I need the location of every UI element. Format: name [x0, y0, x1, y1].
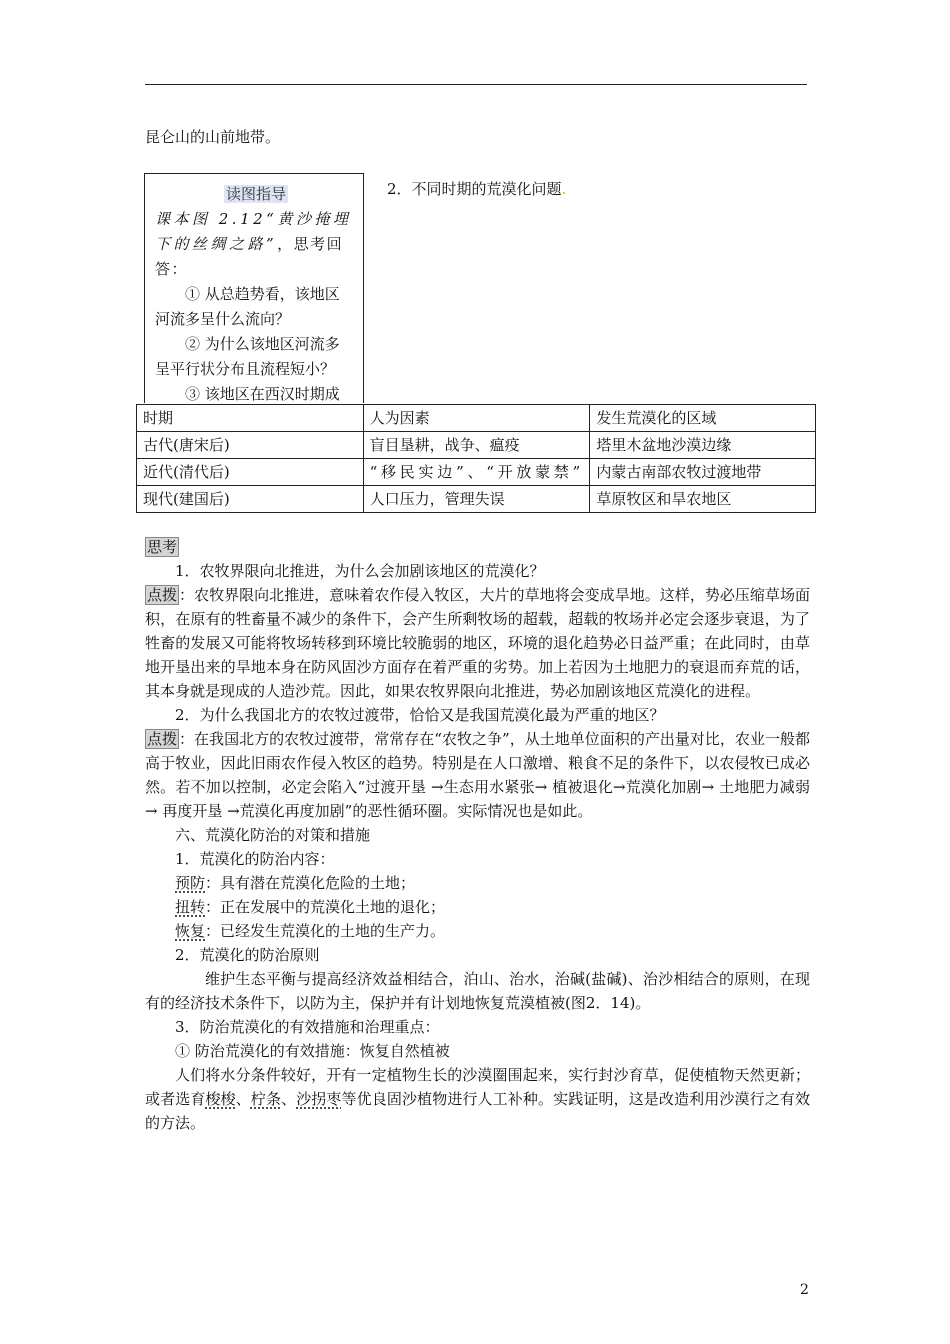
table-cell: 现代(建国后): [137, 486, 364, 513]
think-label: 思考: [147, 538, 178, 556]
header-rule: [145, 84, 807, 85]
hint-2: 点拨 ：在我国北方的农牧过渡带，常常存在“农牧之争”，从土地单位面积的产出量对比，农业一般都高于牧业，因此旧雨农作侵入牧区的趋势。特别是在人口激增、粮食不足的条件下，以农侵牧已成必然。若不加以控制，必定会陷入“过渡开垦 →生态用水紧张→ 植被退化→荒漠化加剧→ 土地肥力减弱→ 再度开垦 →荒漠化再度加剧”的恶性循环圈。实际情况也是如此。: [145, 730, 810, 820]
table-cell: 塔里木盆地沙漠边缘: [590, 432, 816, 459]
hint-label: 点拨: [147, 586, 178, 604]
reading-guide-box: [144, 173, 364, 403]
table-cell: “移民实边”、“开放蒙禁”: [363, 459, 590, 486]
table-cell: 古代(唐宋后): [137, 432, 364, 459]
measure-text: 人们将水分条件较好，开有一定植物生长的沙漠圈围起来，实行封沙育草，促使植物天然更新；或者选育梭梭、柠条、沙拐枣等优良固沙植物进行人工补种。实践证明，这是改造利用沙漠行之有效的方法。: [145, 1066, 810, 1132]
table-cell: 人口压力，管理失误: [363, 486, 590, 513]
desertification-era-table: [136, 404, 816, 513]
intro-line: 昆仑山的山前地带。: [145, 128, 281, 146]
guide-q1b: 河流多呈什么流向？: [155, 310, 291, 328]
restore-line: 恢复：已经发生荒漠化的土地的生产力。: [175, 922, 446, 940]
section2-title: 2．不同时期的荒漠化问题.: [387, 180, 567, 198]
think-section: [145, 535, 810, 1135]
table-header-cell: 时期: [137, 405, 364, 432]
hint-label: 点拨: [147, 730, 178, 748]
page-number: 2: [800, 1282, 809, 1298]
table-header-cell: 人为因素: [363, 405, 590, 432]
prevent-line: 预防：具有潜在荒漠化危险的土地；: [175, 874, 416, 892]
hint-1: 点拨 ：农牧界限向北推进，意味着农作侵入牧区，大片的草地将会变成旱地。这样，势必压缩草场面积，在原有的牲畜量不减少的条件下，会产生所剩牧场的超载，超载的牧场并必定会逐步衰退，为了牲畜的发展又可能将牧场转移到环境比较脆弱的地区，环境的退化趋势必日益严重；在此同时，由草地开垦出来的旱地本身在防风固沙方面存在着严重的劣势。加上若因为土地肥力的衰退而弃荒的话，其本身就是现成的人造沙荒。因此，如果农牧界限向北推进，势必加剧该地区荒漠化的进程。: [145, 586, 810, 700]
guide-q2a: ② 为什么该地区河流多: [185, 335, 340, 353]
section6-item1: 1．荒漠化的防治内容：: [175, 850, 335, 868]
table-row: [137, 459, 816, 486]
section6-item3: 3．防治荒漠化的有效措施和治理重点：: [175, 1018, 440, 1036]
reverse-line: 扭转：正在发展中的荒漠化土地的退化；: [175, 898, 446, 916]
table-row: [137, 432, 816, 459]
table-header-cell: 发生荒漠化的区域: [590, 405, 816, 432]
guide-q2b: 呈平行状分布且流程短小？: [155, 360, 336, 378]
principle-text: 维护生态平衡与提高经济效益相结合，泊山、治水，治碱(盐碱)、治沙相结合的原则，在现有的经济技术条件下，以防为主，保护并有计划地恢复荒漠植被(图2．14)。: [145, 970, 810, 1012]
table-row: [137, 486, 816, 513]
section6-item2: 2．荒漠化的防治原则: [175, 946, 320, 964]
table-cell: 盲目垦耕，战争、瘟疫: [363, 432, 590, 459]
guide-q3a: ③ 该地区在西汉时期成: [185, 385, 340, 403]
question-2: 2．为什么我国北方的农牧过渡带，恰恰又是我国荒漠化最为严重的地区？: [175, 706, 665, 724]
table-header-row: [137, 405, 816, 432]
question-1: 1．农牧界限向北推进，为什么会加剧该地区的荒漠化？: [175, 562, 545, 580]
section6-title: 六、荒漠化防治的对策和措施: [175, 826, 371, 844]
guide-q1a: ① 从总趋势看，该地区: [185, 285, 340, 303]
table-cell: 近代(清代后): [137, 459, 364, 486]
guide-title: 读图指导: [225, 185, 286, 203]
measure-1: ① 防治荒漠化的有效措施：恢复自然植被: [175, 1042, 450, 1060]
guide-lead: 课本图 2.12“黄沙掩埋下的丝绸之路”，思考回答：: [155, 210, 352, 278]
table-cell: 草原牧区和旱农地区: [590, 486, 816, 513]
table-cell: 内蒙古南部农牧过渡地带: [590, 459, 816, 486]
